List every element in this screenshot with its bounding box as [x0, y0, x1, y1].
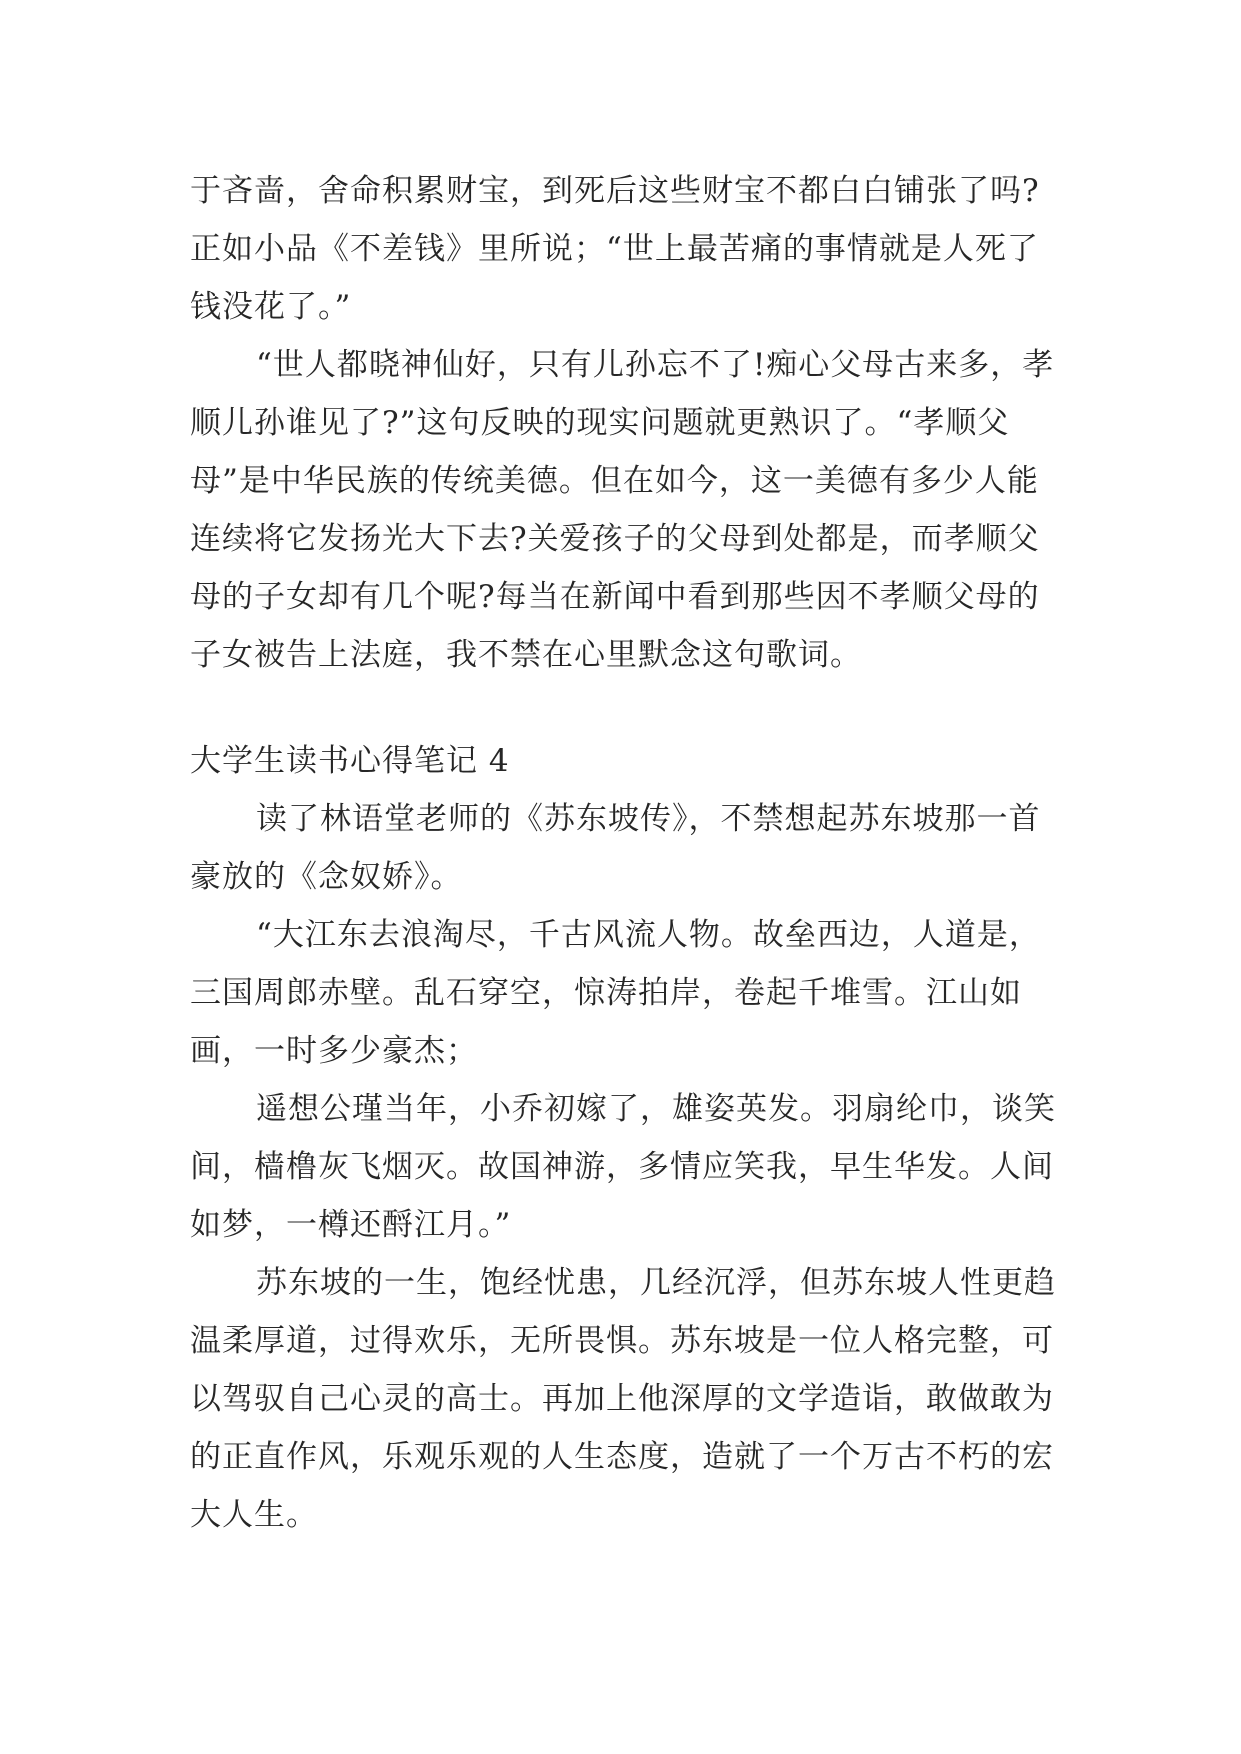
paragraph: 遥想公瑾当年，小乔初嫁了，雄姿英发。羽扇纶巾，谈笑间，樯橹灰飞烟灭。故国神游，多情应笑我，早生华发。人间如梦，一樽还酹江月。”: [190, 1091, 1056, 1243]
paragraph: “世人都晓神仙好，只有儿孙忘不了!痴心父母古来多，孝顺儿孙谁见了?”这句反映的现实问题就更熟识了。“孝顺父母”是中华民族的传统美德。但在如今，这一美德有多少人能连续将它发扬光大下去?关爱孩子的父母到处都是，而孝顺父母的子女却有几个呢?每当在新闻中看到那些因不孝顺父母的子女被告上法庭，我不禁在心里默念这句歌词。: [190, 347, 1055, 673]
paragraph: “大江东去浪淘尽，千古风流人物。故垒西边，人道是，三国周郎赤壁。乱石穿空，惊涛拍岸，卷起千堆雪。江山如画，一时多少豪杰；: [190, 917, 1041, 1069]
section-heading: 大学生读书心得笔记 4: [190, 743, 510, 779]
paragraph: 读了林语堂老师的《苏东坡传》，不禁想起苏东坡那一首豪放的《念奴娇》。: [190, 801, 1041, 895]
paragraph: 苏东坡的一生，饱经忧患，几经沉浮，但苏东坡人性更趋温柔厚道，过得欢乐，无所畏惧。苏东坡是一位人格完整，可以驾驭自己心灵的高士。再加上他深厚的文学造诣，敢做敢为的正直作风，乐观乐观的人生态度，造就了一个万古不朽的宏大人生。: [190, 1265, 1056, 1533]
document-body: [190, 162, 1068, 1544]
paragraph: 于吝啬，舍命积累财宝，到死后这些财宝不都白白铺张了吗?正如小品《不差钱》里所说；“世上最苦痛的事情就是人死了钱没花了。”: [190, 173, 1040, 325]
